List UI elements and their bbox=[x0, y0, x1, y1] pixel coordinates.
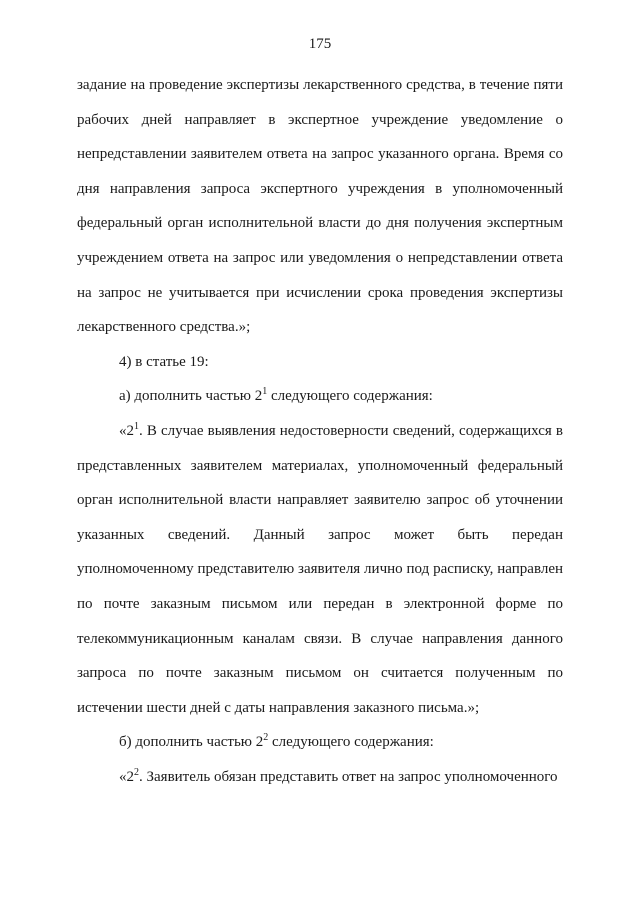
paragraph-add-part-2-1 bbox=[77, 379, 563, 414]
superscript: 1 bbox=[134, 420, 139, 432]
text-segment: следующего содержания: bbox=[268, 734, 434, 751]
paragraph-add-part-2-2 bbox=[77, 725, 563, 760]
superscript: 1 bbox=[262, 386, 268, 398]
page-number: 175 bbox=[308, 36, 332, 52]
text-segment: а) дополнить частью 2 bbox=[119, 388, 263, 405]
paragraph-part-2-1-text bbox=[77, 414, 563, 725]
text-segment: . Заявитель обязан представить ответ на запрос уполномоченного bbox=[139, 768, 558, 785]
text-segment: «2 bbox=[119, 422, 134, 439]
text-segment: следующего содержания: bbox=[267, 388, 433, 405]
text-segment: б) дополнить частью 2 bbox=[119, 734, 264, 751]
document-body bbox=[77, 68, 563, 794]
superscript: 2 bbox=[134, 766, 139, 778]
text-segment: «2 bbox=[119, 768, 134, 785]
paragraph-article-19: 4) в статье 19: bbox=[119, 353, 209, 370]
paragraph-expertise-deadline: задание на проведение экспертизы лекарственного средства, в течение пяти рабочих дней направляет в экспертное учреждение уведомление о непредставлении заявителем ответа на запрос указанного органа. Время со дня направления запроса экспертного учреждения в уполномоченный федеральный орган исполнительной власти до дня получения экспертным учреждением ответа на запрос или уведомления о непредставлении ответа на запрос не учитывается при исчислении срока проведения экспертизы лекарственного средства.»; bbox=[77, 77, 563, 336]
superscript: 2 bbox=[263, 732, 269, 744]
text-segment: . В случае выявления недостоверности сведений, содержащихся в представленных заявителем материалах, уполномоченный федеральный орган исполнительной власти направляет заявителю запрос об уточнении указанных сведений. Данный запрос может быть передан уполномоченному представителю заявителя лично под расписку, направлен по почте заказным письмом или передан в электронной форме по телекоммуникационным каналам связи. В случае направления данного запроса по почте заказным письмом он считается полученным по истечении шести дней с даты направления заказного письма.»; bbox=[77, 422, 563, 716]
paragraph-part-2-2-text bbox=[77, 760, 563, 795]
